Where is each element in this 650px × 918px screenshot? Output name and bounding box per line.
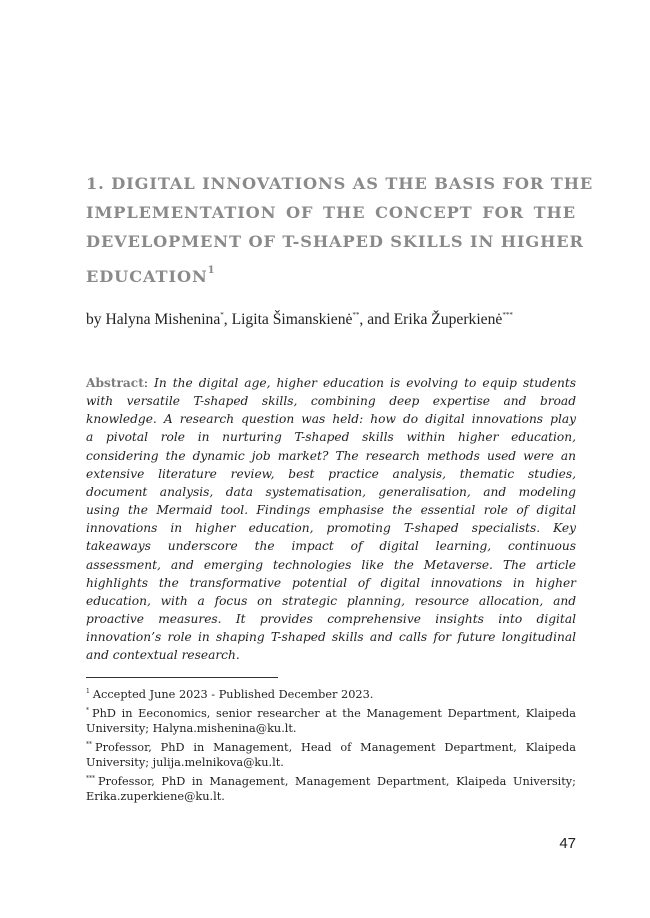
footnote xyxy=(86,684,576,703)
footnote-text: Accepted June 2023 - Published December 2023. xyxy=(92,688,374,701)
footnote-continuation: Erika.zuperkiene@ku.lt. xyxy=(86,790,225,803)
abstract-line: a pivotal role in nurturing T-shaped skills within higher education, xyxy=(86,430,576,445)
abstract-label: Abstract xyxy=(86,376,144,390)
abstract-colon: : xyxy=(143,376,148,390)
abstract-line: extensive literature review, best practice analysis, thematic studies, xyxy=(86,466,576,481)
abstract-line: assessment, and emerging technologies like the Metaverse. The article xyxy=(86,557,576,572)
author-footnote-marker[interactable]: * xyxy=(220,311,224,319)
abstract-line: with versatile T-shaped skills, combining deep expertise and broad xyxy=(86,394,576,409)
abstract-line: takeaways underscore the impact of digital learning, continuous xyxy=(86,539,576,554)
author-name: Halyna Mishenina xyxy=(105,311,221,328)
chapter-title xyxy=(86,169,594,291)
title-line: EDUCATION xyxy=(86,267,208,286)
footnote-separator xyxy=(86,677,278,678)
byline-separator: , xyxy=(223,311,228,328)
footnote-marker: 1 xyxy=(86,688,90,695)
abstract-line: highlights the transformative potential of digital innovations in higher xyxy=(86,575,576,590)
abstract-line: document analysis, data systematisation, generalisation, and modeling xyxy=(86,484,576,499)
footnotes xyxy=(86,684,576,805)
abstract-line: considering the dynamic job market? The research methods used were an xyxy=(86,448,576,463)
footnote xyxy=(86,703,576,722)
title-line: DEVELOPMENT OF T-SHAPED SKILLS IN HIGHER xyxy=(86,232,584,251)
abstract-line: knowledge. A research question was held: how do digital innovations play xyxy=(86,412,576,427)
title-line: 1. DIGITAL INNOVATIONS AS THE BASIS FOR THE xyxy=(86,174,594,193)
footnote-text: Professor, PhD in Management, Head of Management Department, Klaipeda xyxy=(95,740,576,754)
footnote xyxy=(86,737,576,756)
footnote-text: PhD in Eeconomics, senior researcher at the Management Department, Klaipeda xyxy=(92,706,576,720)
abstract-line: proactive measures. It provides comprehensive insights into digital xyxy=(86,612,576,627)
footnote-text: Professor, PhD in Management, Management Department, Klaipeda University; xyxy=(98,774,576,788)
title-line: IMPLEMENTATION OF THE CONCEPT FOR THE xyxy=(86,203,576,222)
footnote-continuation: University; julija.melnikova@ku.lt. xyxy=(86,756,284,769)
abstract-line: education, with a focus on strategic planning, resource allocation, and xyxy=(86,593,576,608)
abstract-text: In the digital age, higher education is evolving to equip students xyxy=(154,376,577,390)
footnote-marker: *** xyxy=(86,774,95,782)
author-footnote-marker[interactable]: *** xyxy=(502,311,513,319)
footnote xyxy=(86,771,576,790)
abstract-line: innovations in higher education, promoting T-shaped specialists. Key xyxy=(86,521,576,536)
abstract xyxy=(86,374,576,665)
abstract-line: innovation’s role in shaping T-shaped skills and calls for future longitudinal xyxy=(86,630,576,645)
abstract-line: and contextual research. xyxy=(86,648,240,663)
author-footnote-marker[interactable]: ** xyxy=(352,311,360,319)
footnote-marker: * xyxy=(86,706,89,714)
page-number: 47 xyxy=(559,835,576,852)
abstract-line: using the Mermaid tool. Findings emphasise the essential role of digital xyxy=(86,503,576,518)
title-footnote-marker[interactable]: 1 xyxy=(207,265,215,276)
footnote-continuation: University; Halyna.mishenina@ku.lt. xyxy=(86,722,297,735)
byline-prefix: by xyxy=(86,311,102,328)
author-name: Ligita Šimanskienė xyxy=(231,311,353,328)
footnote-marker: ** xyxy=(86,740,92,748)
title-line-last xyxy=(86,256,576,291)
byline-conjunction: , and xyxy=(359,311,390,328)
author-name: Erika Župerkienė xyxy=(393,311,503,328)
author-byline xyxy=(86,311,586,329)
abstract-line xyxy=(86,374,576,392)
